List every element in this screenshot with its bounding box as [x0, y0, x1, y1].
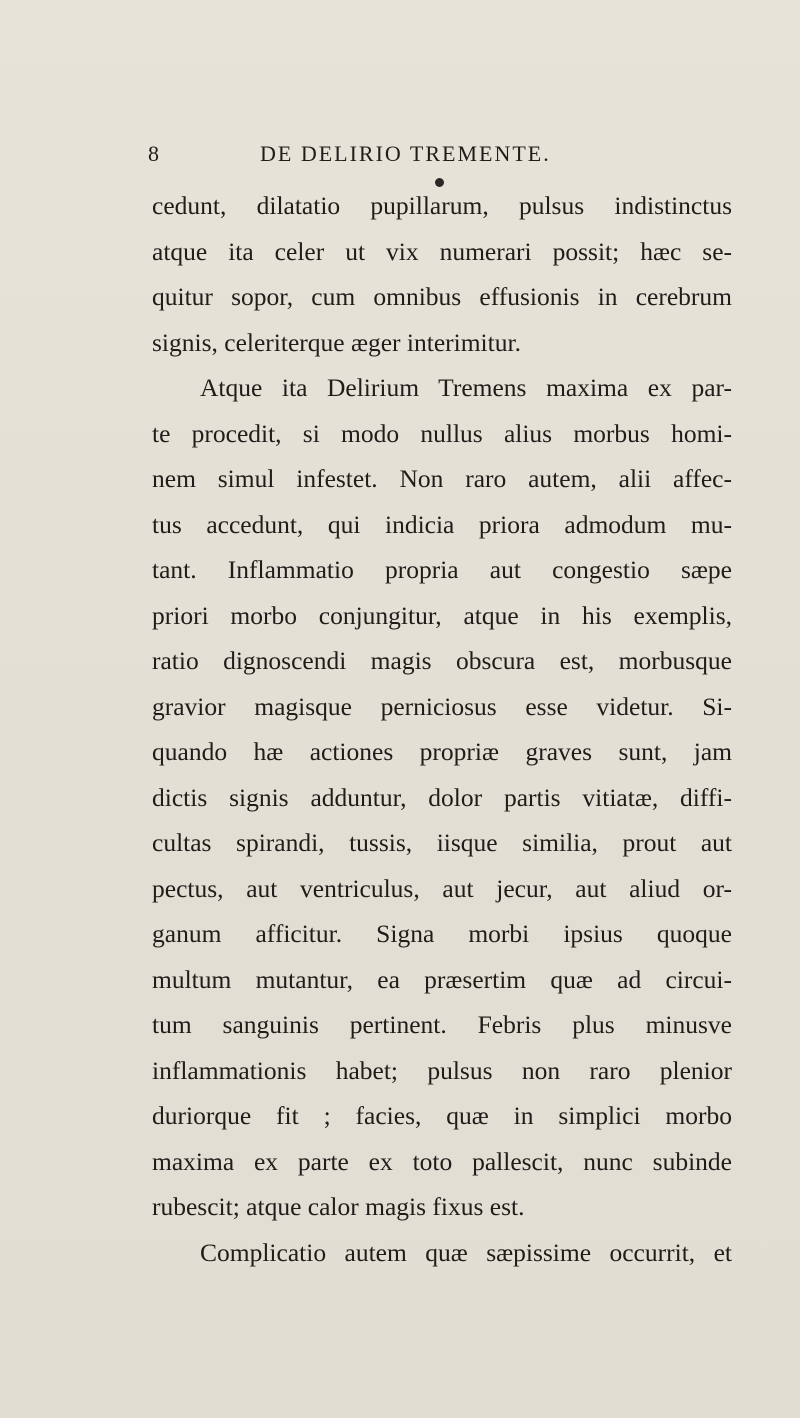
text-line: atque ita celer ut vix numerari possit; hæc se- — [152, 236, 732, 266]
text-line: rubescit; atque calor magis fixus est. — [152, 1192, 525, 1221]
paragraph-start-line: Complicatio autem quæ sæpissime occurrit, et — [200, 1237, 732, 1267]
text-line: quando hæ actiones propriæ graves sunt, jam — [152, 737, 732, 766]
page-number: 8 — [148, 141, 160, 166]
text-line: ratio dignoscendi magis obscura est, morbusque — [152, 646, 732, 675]
text-line: multum mutantur, ea præsertim quæ ad circui- — [152, 964, 732, 994]
paragraph-start-line: Atque ita Delirium Tremens maxima ex par- — [200, 373, 732, 402]
text-line: inflammationis habet; pulsus non raro plenior — [152, 1055, 732, 1085]
running-title: DE DELIRIO TREMENTE. — [260, 141, 551, 166]
text-line: cedunt, dilatatio pupillarum, pulsus indistinctus — [152, 191, 732, 220]
text-line: tus accedunt, qui indicia priora admodum mu- — [152, 509, 732, 539]
text-line: cultas spirandi, tussis, iisque similia, prout aut — [152, 828, 732, 857]
text-line: maxima ex parte ex toto pallescit, nunc subinde — [152, 1146, 732, 1176]
text-line: tant. Inflammatio propria aut congestio sæpe — [152, 555, 732, 584]
text-line: nem simul infestet. Non raro autem, alii affec- — [152, 464, 732, 493]
page-header — [148, 136, 748, 172]
text-line: te procedit, si modo nullus alius morbus homi- — [152, 418, 732, 448]
text-line: quitur sopor, cum omnibus effusionis in cerebrum — [152, 282, 732, 311]
text-line: duriorque fit ; facies, quæ in simplici morbo — [152, 1101, 732, 1130]
text-line: signis, celeriterque æger interimitur. — [152, 327, 521, 357]
text-line: tum sanguinis pertinent. Febris plus minusve — [152, 1010, 732, 1039]
body-text — [152, 183, 732, 1275]
text-line: dictis signis adduntur, dolor partis vitiatæ, diffi- — [152, 782, 732, 812]
text-line: pectus, aut ventriculus, aut jecur, aut aliud or- — [152, 873, 732, 903]
text-line: gravior magisque perniciosus esse videtur. Si- — [152, 691, 732, 721]
text-line: ganum afficitur. Signa morbi ipsius quoque — [152, 919, 732, 948]
text-line: priori morbo conjungitur, atque in his exemplis, — [152, 600, 732, 630]
